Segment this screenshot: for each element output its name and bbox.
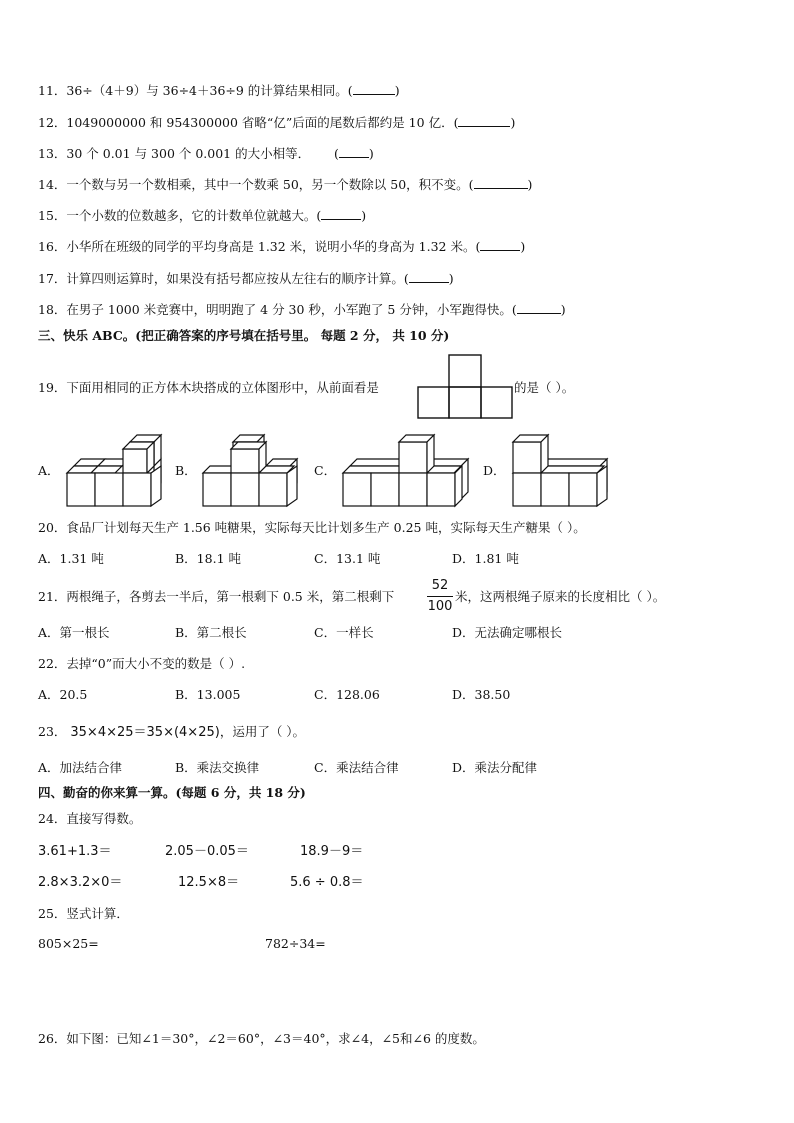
close-paren: ) [361, 208, 367, 223]
q21-option-a[interactable]: A．第一根长 [38, 625, 110, 640]
question-text: 计算四则运算时，如果没有括号都应按从左往右的顺序计算。( [66, 271, 409, 286]
calc-item[interactable]: 12.5×8＝ [178, 875, 240, 890]
q20-option-d[interactable]: D．1.81 吨 [452, 551, 519, 566]
question-26-title: 26．如下图：已知∠1＝30°，∠2＝60°，∠3＝40°，求∠4，∠5和∠6 的度数。 [38, 1031, 485, 1046]
close-paren: ) [520, 239, 526, 254]
close-paren: ) [527, 177, 533, 192]
question-text: 1049000000 和 954300000 省略“亿”后面的尾数后都约是 10 亿．( [66, 115, 459, 130]
question-text: 下面用相同的正方体木块搭成的立体图形中，从前面看是 [66, 380, 379, 395]
question-number: 16． [38, 239, 67, 254]
question-20 [38, 520, 586, 536]
math-expression: 35×4×25＝35×(4×25) [70, 725, 220, 740]
question-number: 19． [38, 380, 67, 395]
q23-option-c[interactable]: C．乘法结合律 [314, 760, 399, 775]
fraction-numerator: 52 [431, 578, 449, 593]
answer-blank[interactable] [353, 83, 395, 95]
question-number: 15． [38, 208, 67, 223]
q20-option-b[interactable]: B．18.1 吨 [175, 551, 241, 566]
question-11 [38, 83, 400, 99]
question-12 [38, 115, 515, 131]
cube-figure-b[interactable] [200, 434, 310, 510]
close-paren: ) [510, 115, 516, 130]
question-text: 两根绳子，各剪去一半后，第一根剩下 0.5 米，第二根剩下 [66, 589, 395, 604]
fraction-denominator: 100 [427, 599, 453, 614]
option-c-label[interactable]: C． [314, 463, 337, 478]
answer-blank[interactable] [480, 239, 520, 251]
question-text: 36÷（4＋9）与 36÷4＋36÷9 的计算结果相同。( [66, 83, 353, 98]
vertical-calc-item[interactable]: 805×25= [38, 936, 99, 951]
calc-item[interactable]: 3.61+1.3＝ [38, 844, 112, 859]
question-21 [38, 589, 394, 605]
question-text: 30 个 0.01 与 300 个 0.001 的大小相等． ( [66, 146, 339, 161]
option-b-label[interactable]: B． [175, 463, 197, 478]
question-number: 12． [38, 115, 67, 130]
cube-figure-a[interactable] [64, 434, 174, 510]
question-25-title: 25．竖式计算． [38, 906, 129, 921]
question-16 [38, 239, 525, 255]
question-text: 一个数与另一个数相乘，其中一个数乘 50，另一个数除以 50，积不变。( [66, 177, 474, 192]
question-text: 一个小数的位数越多，它的计数单位就越大。( [66, 208, 322, 223]
question-text: 食品厂计划每天生产 1.56 吨糖果，实际每天比计划多生产 0.25 吨，实际每天生产糖果（ ）。 [66, 520, 586, 535]
answer-blank[interactable] [474, 177, 528, 189]
cube-figure-c[interactable] [340, 434, 470, 510]
question-number: 14． [38, 177, 67, 192]
question-15 [38, 208, 366, 224]
front-view-figure [417, 354, 513, 420]
q22-option-d[interactable]: D．38.50 [452, 687, 511, 702]
question-23 [38, 724, 305, 741]
q23-option-a[interactable]: A．加法结合律 [38, 760, 123, 775]
q22-option-b[interactable]: B．13.005 [175, 687, 241, 702]
question-19-tail: 的是（ ）。 [514, 380, 575, 395]
section-heading-4: 四、勤奋的你来算一算。(每题 6 分，共 18 分) [38, 785, 306, 800]
close-paren: ) [448, 271, 454, 286]
option-d-label[interactable]: D． [483, 463, 506, 478]
question-number: 21． [38, 589, 67, 604]
question-text: 小华所在班级的同学的平均身高是 1.32 米，说明小华的身高为 1.32 米。( [66, 239, 481, 254]
question-24-title: 24．直接写得数。 [38, 811, 142, 826]
answer-blank[interactable] [517, 302, 561, 314]
fraction-bar [427, 596, 453, 597]
question-number: 20． [38, 520, 67, 535]
q20-option-c[interactable]: C．13.1 吨 [314, 551, 381, 566]
question-17 [38, 271, 454, 287]
question-22 [38, 656, 245, 672]
cube-figure-d[interactable] [510, 434, 620, 510]
calc-item[interactable]: 5.6 ÷ 0.8＝ [290, 875, 364, 890]
calc-item[interactable]: 18.9－9＝ [300, 844, 364, 859]
vertical-calc-item[interactable]: 782÷34= [265, 936, 326, 951]
close-paren: ) [394, 83, 400, 98]
calc-item[interactable]: 2.8×3.2×0＝ [38, 875, 123, 890]
question-number: 13． [38, 146, 67, 161]
question-number: 22． [38, 656, 67, 671]
answer-blank[interactable] [458, 115, 510, 127]
question-number: 17． [38, 271, 67, 286]
q20-option-a[interactable]: A．1.31 吨 [38, 551, 104, 566]
option-a-label[interactable]: A． [38, 463, 60, 478]
q22-option-c[interactable]: C．128.06 [314, 687, 380, 702]
q21-option-b[interactable]: B．第二根长 [175, 625, 247, 640]
close-paren: ) [368, 146, 374, 161]
question-21-tail: 米，这两根绳子原来的长度相比（ ）。 [455, 589, 666, 604]
answer-blank[interactable] [321, 208, 361, 220]
calc-item[interactable]: 2.05－0.05＝ [165, 844, 249, 859]
question-text: 在男子 1000 米竞赛中，明明跑了 4 分 30 秒，小军跑了 5 分钟，小军跑得快。( [66, 302, 517, 317]
question-text: ，运用了（ ）。 [219, 724, 306, 739]
section-heading-3: 三、快乐 ABC。(把正确答案的序号填在括号里。 每题 2 分， 共 10 分) [38, 328, 450, 343]
q23-option-d[interactable]: D．乘法分配律 [452, 760, 538, 775]
question-text: 去掉“0”而大小不变的数是（ ）. [66, 656, 246, 671]
question-19 [38, 380, 379, 396]
answer-blank[interactable] [339, 146, 369, 158]
answer-blank[interactable] [409, 271, 449, 283]
question-number: 11． [38, 83, 67, 98]
question-number: 23． [38, 724, 67, 739]
question-18 [38, 302, 566, 318]
question-number: 18． [38, 302, 67, 317]
q21-option-c[interactable]: C．一样长 [314, 625, 374, 640]
question-14 [38, 177, 532, 193]
question-13 [38, 146, 374, 162]
q22-option-a[interactable]: A．20.5 [38, 687, 88, 702]
close-paren: ) [560, 302, 566, 317]
q23-option-b[interactable]: B．乘法交换律 [175, 760, 260, 775]
q21-option-d[interactable]: D．无法确定哪根长 [452, 625, 563, 640]
